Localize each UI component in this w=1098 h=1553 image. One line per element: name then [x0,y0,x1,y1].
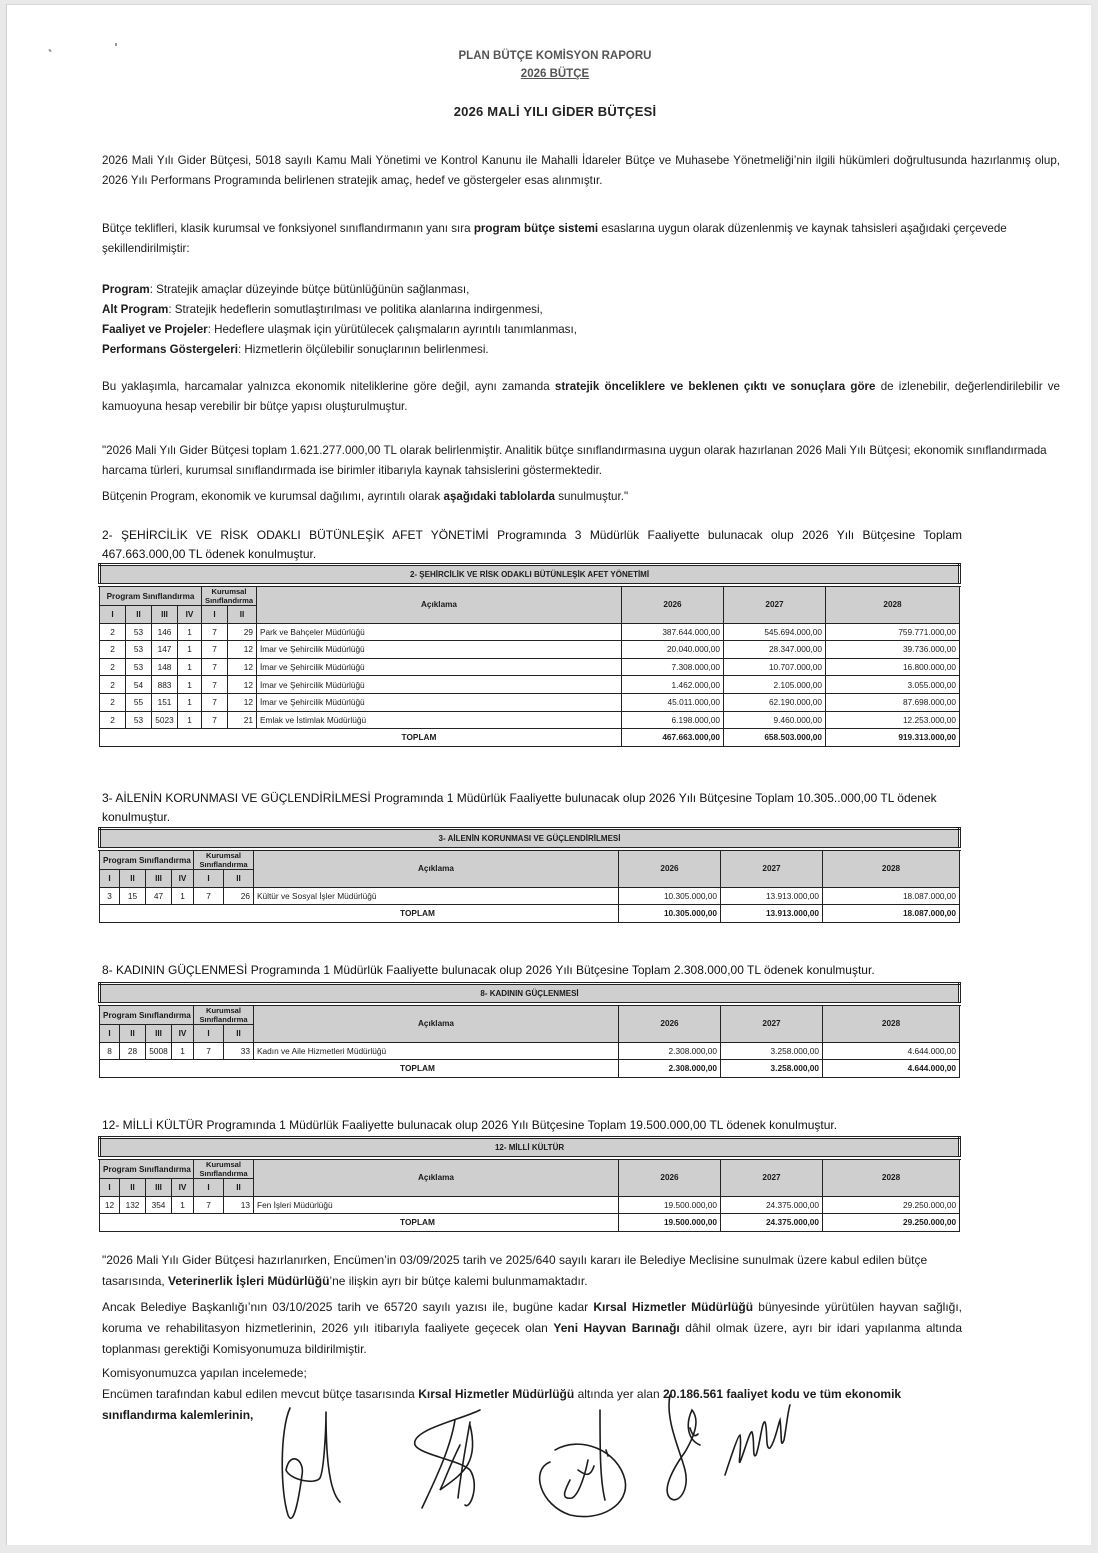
amount-2028-cell: 12.253.000,00 [826,711,960,729]
year-2026-header: 2026 [619,849,721,887]
code-cell: 53 [126,623,152,641]
level-header: I [194,1179,224,1197]
code-cell: 12 [228,693,257,711]
text: altında yer alan [574,1387,663,1401]
description-cell: Kadın ve Aile Hizmetleri Müdürlüğü [254,1042,619,1060]
level-header: IV [172,1179,194,1197]
definition-item [102,300,1060,320]
description-header: Açıklama [254,849,619,887]
year-2026-header: 2026 [622,585,724,623]
total-row [100,1214,960,1232]
amount-2028-cell: 4.644.000,00 [823,1042,960,1060]
code-cell: 12 [100,1196,120,1214]
total-2027-cell: 13.913.000,00 [721,905,823,923]
amount-2027-cell: 13.913.000,00 [721,887,823,905]
code-cell: 1 [178,693,202,711]
level-header: II [120,870,146,888]
budget-table-section-2 [98,563,961,747]
definition-term: Faaliyet ve Projeler [102,323,208,336]
scan-speck [115,43,117,46]
bold-text: Veterinerlik İşleri Müdürlüğü [168,1274,330,1288]
amount-2026-cell: 45.011.000,00 [622,693,724,711]
code-cell: 7 [194,1042,224,1060]
code-cell: 5008 [146,1042,172,1060]
definition-term: Performans Göstergeleri [102,343,238,356]
year-2027-header: 2027 [721,849,823,887]
amount-2026-cell: 20.040.000,00 [622,641,724,659]
description-header: Açıklama [257,585,622,623]
level-header: I [100,1025,120,1043]
total-2027-cell: 24.375.000,00 [721,1214,823,1232]
code-cell: 21 [228,711,257,729]
section-3-intro: 3- AİLENİN KORUNMASI VE GÜÇLENDİRİLMESİ Programında 1 Müdürlük Faaliyette bulunacak olup 2026 Yılı Bütçesine Toplam 10.305..000,00 TL ödenek konulmuştur. [102,791,937,824]
description-cell: Park ve Bahçeler Müdürlüğü [257,623,622,641]
budget-table-section-3 [98,827,961,923]
total-row [100,729,960,747]
bold-text: Yeni Hayvan Barınağı [553,1321,680,1335]
code-cell: 1 [172,1042,194,1060]
amount-2026-cell: 10.305.000,00 [619,887,721,905]
intro-paragraph-1: 2026 Mali Yılı Gider Bütçesi, 5018 sayılı Kamu Mali Yönetimi ve Kontrol Kanunu ile Mahalli İdareler Bütçe ve Muhasebe Yönetmeliği’nin ilgili hükümleri doğrultusunda hazırlanmış olup, 2026 Yılı Performans Programında belirlenen stratejik amaç, hedef ve göstergeler esas alınmıştır. [102,154,1060,187]
total-2026-cell: 2.308.000,00 [619,1060,721,1078]
table-row [100,711,960,729]
code-cell: 2 [100,641,126,659]
total-2028-cell: 29.250.000,00 [823,1214,960,1232]
bold-text: aşağıdaki tablolarda [443,490,555,503]
level-header: II [224,1025,254,1043]
text: Bütçenin Program, ekonomik ve kurumsal dağılımı, ayrıntılı olarak [102,490,444,503]
amount-2027-cell: 10.707.000,00 [724,658,826,676]
level-header: III [146,870,172,888]
code-cell: 1 [172,1196,194,1214]
text: ’ne ilişkin ayrı bir bütçe kalemi bulunmamaktadır. [329,1274,588,1288]
description-cell: İmar ve Şehircilik Müdürlüğü [257,676,622,694]
report-heading: PLAN BÜTÇE KOMİSYON RAPORU [458,50,652,62]
table-title: 8- KADININ GÜÇLENMESİ [100,984,960,1005]
intro-paragraph-4 [102,377,1060,417]
text: Bütçe teklifleri, klasik kurumsal ve fonksiyonel sınıflandırmanın yanı sıra [102,222,474,235]
amount-2027-cell: 24.375.000,00 [721,1196,823,1214]
code-cell: 15 [120,887,146,905]
code-cell: 1 [178,658,202,676]
year-2028-header: 2028 [826,585,960,623]
level-header: III [146,1025,172,1043]
amount-2028-cell: 18.087.000,00 [823,887,960,905]
code-cell: 7 [202,658,228,676]
table-title: 3- AİLENİN KORUNMASI VE GÜÇLENDİRİLMESİ [100,829,960,850]
code-cell: 1 [172,887,194,905]
description-header: Açıklama [254,1004,619,1042]
definition-text: : Hizmetlerin ölçülebilir sonuçlarının belirlenmesi. [237,343,489,356]
program-classification-header: Program Sınıflandırma [100,1158,194,1179]
total-label: TOPLAM [100,729,622,747]
definition-term: Alt Program [102,303,169,316]
total-label: TOPLAM [100,1060,619,1078]
text [102,1384,962,1426]
definition-item [102,280,1060,300]
total-2026-cell: 10.305.000,00 [619,905,721,923]
level-header: III [146,1179,172,1197]
amount-2027-cell: 62.190.000,00 [724,693,826,711]
section-2-intro: 2- ŞEHİRCİLİK VE RİSK ODAKLI BÜTÜNLEŞİK AFET YÖNETİMİ Programında 3 Müdürlük Faaliyette bulunacak olup 2026 Yılı Bütçesine Toplam 467.663.000,00 TL ödenek konulmuştur. [102,528,962,561]
table-row [100,1196,960,1214]
definition-text: : Stratejik hedeflerin somutlaştırılması ve politika alanlarına indirgenmesi, [168,303,543,316]
code-cell: 2 [100,693,126,711]
code-cell: 2 [100,658,126,676]
table-row [100,658,960,676]
text: Bu yaklaşımla, harcamalar yalnızca ekonomik niteliklerine göre değil, aynı zamanda [102,380,555,393]
year-2027-header: 2027 [724,585,826,623]
level-header: II [224,870,254,888]
level-header: II [224,1179,254,1197]
intro-paragraph-6 [102,487,1060,507]
section-12-intro: 12- MİLLİ KÜLTÜR Programında 1 Müdürlük Faaliyette bulunacak olup 2026 Yılı Bütçesine Toplam 19.500.000,00 TL ödenek konulmuştur. [102,1118,838,1132]
closing-paragraph-2 [102,1297,962,1360]
code-cell: 53 [126,641,152,659]
amount-2026-cell: 6.198.000,00 [622,711,724,729]
text: dâhil olmak üzere, ayrı bir idari yapılanma altında toplanması gerektiği Komisyonumuza bildirilmiştir. [102,1321,963,1356]
intro-paragraph-5: "2026 Mali Yılı Gider Bütçesi toplam 1.621.277.000,00 TL olarak belirlenmiştir. Analitik bütçe sınıflandırmasına uygun olarak hazırlanan 2026 Mali Yılı Bütçesi; ekonomik sınıflandırmada harcama türleri, kurumsal sınıflandırmada ise birimler itibarıyla kaynak tahsislerini göstermektedir. [102,444,1047,477]
program-classification-header: Program Sınıflandırma [100,585,202,606]
description-cell: İmar ve Şehircilik Müdürlüğü [257,693,622,711]
bold-text: 20.186.561 faaliyet kodu ve tüm ekonomik sınıflandırma kalemlerinin, [102,1387,902,1422]
code-cell: 54 [126,676,152,694]
table-title: 2- ŞEHİRCİLİK VE RİSK ODAKLI BÜTÜNLEŞİK AFET YÖNETİMİ [100,565,960,586]
table-row [100,1042,960,1060]
budget-table-section-8 [98,982,961,1078]
code-cell: 2 [100,623,126,641]
code-cell: 2 [100,676,126,694]
code-cell: 7 [202,711,228,729]
table-row [100,693,960,711]
level-header: II [228,606,257,624]
bold-text: Kırsal Hizmetler Müdürlüğü [593,1300,754,1314]
text: sunulmuştur." [555,490,629,503]
code-cell: 1 [178,676,202,694]
code-cell: 8 [100,1042,120,1060]
amount-2027-cell: 9.460.000,00 [724,711,826,729]
code-cell: 47 [146,887,172,905]
total-2026-cell: 467.663.000,00 [622,729,724,747]
total-2028-cell: 18.087.000,00 [823,905,960,923]
year-2028-header: 2028 [823,1158,960,1196]
total-row [100,1060,960,1078]
amount-2026-cell: 19.500.000,00 [619,1196,721,1214]
year-2027-header: 2027 [721,1158,823,1196]
code-cell: 7 [202,623,228,641]
code-cell: 12 [228,641,257,659]
program-classification-header: Program Sınıflandırma [100,849,194,870]
total-label: TOPLAM [100,1214,619,1232]
amount-2028-cell: 16.800.000,00 [826,658,960,676]
code-cell: 148 [152,658,178,676]
code-cell: 5023 [152,711,178,729]
table-row [100,887,960,905]
institutional-classification-header: Kurumsal Sınıflandırma [194,1004,254,1025]
closing-paragraph-1 [102,1250,962,1292]
total-2027-cell: 3.258.000,00 [721,1060,823,1078]
level-header: I [100,606,126,624]
definition-item [102,340,1060,360]
year-2028-header: 2028 [823,1004,960,1042]
level-header: IV [172,870,194,888]
section-8-intro: 8- KADININ GÜÇLENMESİ Programında 1 Müdürlük Faaliyette bulunacak olup 2026 Yılı Bütçesine Toplam 2.308.000,00 TL ödenek konulmuştur. [102,963,875,977]
code-cell: 7 [202,676,228,694]
report-subheading: 2026 BÜTÇE [520,68,590,80]
total-2027-cell: 658.503.000,00 [724,729,826,747]
code-cell: 3 [100,887,120,905]
level-header: IV [172,1025,194,1043]
code-cell: 13 [224,1196,254,1214]
year-2026-header: 2026 [619,1004,721,1042]
code-cell: 151 [152,693,178,711]
description-cell: İmar ve Şehircilik Müdürlüğü [257,641,622,659]
text: Encümen tarafından kabul edilen mevcut bütçe tasarısında [102,1387,419,1401]
level-header: II [126,606,152,624]
code-cell: 2 [100,711,126,729]
amount-2028-cell: 87.698.000,00 [826,693,960,711]
definitions-list [102,280,1060,360]
level-header: I [100,1179,120,1197]
text: esaslarına uygun olarak düzenlenmiş ve kaynak tahsisleri aşağıdaki çerçevede şekillendirilmiştir: [102,222,1007,255]
level-header: II [120,1179,146,1197]
code-cell: 146 [152,623,178,641]
description-cell: Kültür ve Sosyal İşler Müdürlüğü [254,887,619,905]
bold-text: Kırsal Hizmetler Müdürlüğü [418,1387,575,1401]
code-cell: 1 [178,641,202,659]
code-cell: 12 [228,676,257,694]
program-classification-header: Program Sınıflandırma [100,1004,194,1025]
code-cell: 1 [178,623,202,641]
code-cell: 53 [126,711,152,729]
amount-2027-cell: 545.694.000,00 [724,623,826,641]
amount-2027-cell: 3.258.000,00 [721,1042,823,1060]
definition-term: Program [102,283,150,296]
code-cell: 29 [228,623,257,641]
description-cell: İmar ve Şehircilik Müdürlüğü [257,658,622,676]
page-title: 2026 MALİ YILI GİDER BÜTÇESİ [453,104,657,119]
text: Komisyonumuzca yapılan incelemede; [102,1366,307,1380]
level-header: I [202,606,228,624]
code-cell: 55 [126,693,152,711]
code-cell: 26 [224,887,254,905]
amount-2027-cell: 28.347.000,00 [724,641,826,659]
level-header: I [194,1025,224,1043]
intro-paragraph-2 [102,219,1060,259]
text: bünyesinde yürütülen hayvan sağlığı, koruma ve rehabilitasyon hizmetlerinin, 2026 yılı itibarıyla faaliyete geçecek olan [102,1300,962,1335]
amount-2026-cell: 2.308.000,00 [619,1042,721,1060]
text: Ancak Belediye Başkanlığı’nın 03/10/2025 tarih ve 65720 sayılı yazısı ile, bugüne kadar [102,1300,594,1314]
text: "2026 Mali Yılı Gider Bütçesi hazırlanırken, Encümen’in 03/09/2025 tarih ve 2025/640 sayılı kararı ile Belediye Meclisine sunulmak üzere kabul edilen bütçe tasarısında, [102,1253,928,1288]
bold-text: stratejik önceliklere ve beklenen çıktı ve sonuçlara göre [554,380,876,393]
total-label: TOPLAM [100,905,619,923]
definition-text: : Stratejik amaçlar düzeyinde bütçe bütünlüğünün sağlanması, [149,283,470,296]
institutional-classification-header: Kurumsal Sınıflandırma [202,585,257,606]
total-row [100,905,960,923]
level-header: II [120,1025,146,1043]
description-header: Açıklama [254,1158,619,1196]
level-header: I [100,870,120,888]
code-cell: 7 [202,693,228,711]
year-2028-header: 2028 [823,849,960,887]
amount-2026-cell: 387.644.000,00 [622,623,724,641]
table-row [100,676,960,694]
year-2027-header: 2027 [721,1004,823,1042]
definition-item [102,320,1060,340]
code-cell: 12 [228,658,257,676]
level-header: III [152,606,178,624]
amount-2028-cell: 29.250.000,00 [823,1196,960,1214]
institutional-classification-header: Kurumsal Sınıflandırma [194,849,254,870]
code-cell: 28 [120,1042,146,1060]
text: de izlenebilir, değerlendirilebilir ve kamuoyuna hesap verebilir bir bütçe yapısı oluşturulmuştur. [102,380,1061,413]
code-cell: 33 [224,1042,254,1060]
amount-2027-cell: 2.105.000,00 [724,676,826,694]
closing-paragraph-3 [102,1363,962,1426]
table-title: 12- MİLLİ KÜLTÜR [100,1138,960,1159]
amount-2026-cell: 1.462.000,00 [622,676,724,694]
code-cell: 147 [152,641,178,659]
level-header: I [194,870,224,888]
total-2028-cell: 919.313.000,00 [826,729,960,747]
total-2028-cell: 4.644.000,00 [823,1060,960,1078]
year-2026-header: 2026 [619,1158,721,1196]
amount-2028-cell: 759.771.000,00 [826,623,960,641]
code-cell: 1 [178,711,202,729]
description-cell: Emlak ve İstimlak Müdürlüğü [257,711,622,729]
code-cell: 7 [194,1196,224,1214]
table-row [100,641,960,659]
definition-text: : Hedeflere ulaşmak için yürütülecek çalışmaların ayrıntılı tanımlanması, [207,323,577,336]
total-2026-cell: 19.500.000,00 [619,1214,721,1232]
code-cell: 7 [202,641,228,659]
code-cell: 7 [194,887,224,905]
table-row [100,623,960,641]
budget-table-section-12 [98,1136,961,1232]
amount-2028-cell: 3.055.000,00 [826,676,960,694]
code-cell: 53 [126,658,152,676]
bold-text: program bütçe sistemi [473,222,599,235]
amount-2026-cell: 7.308.000,00 [622,658,724,676]
description-cell: Fen İşleri Müdürlüğü [254,1196,619,1214]
code-cell: 132 [120,1196,146,1214]
level-header: IV [178,606,202,624]
institutional-classification-header: Kurumsal Sınıflandırma [194,1158,254,1179]
code-cell: 883 [152,676,178,694]
amount-2028-cell: 39.736.000,00 [826,641,960,659]
code-cell: 354 [146,1196,172,1214]
